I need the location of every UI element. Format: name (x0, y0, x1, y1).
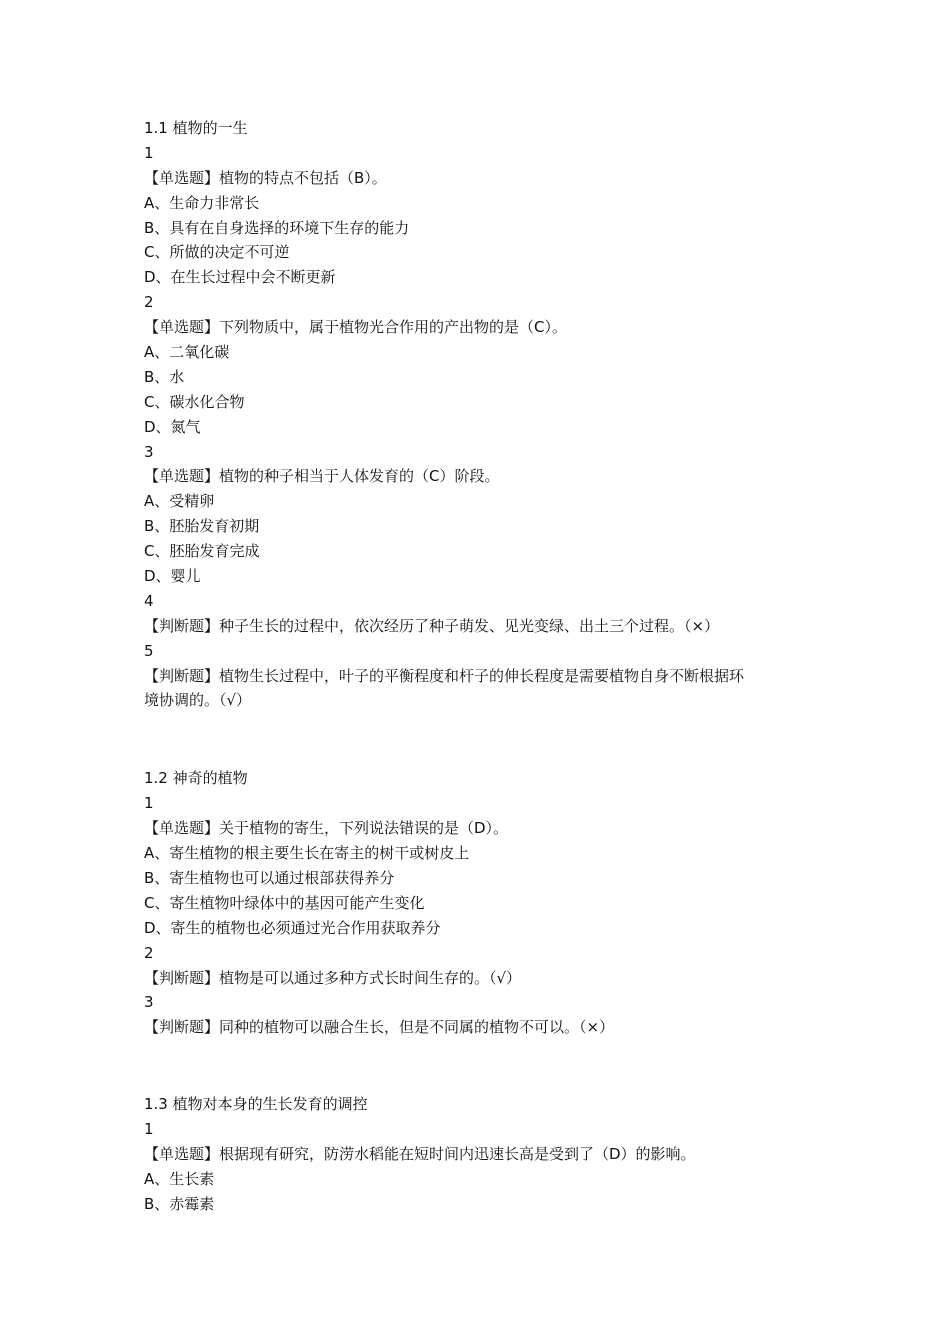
answer-option: A、二氧化碳 (144, 343, 230, 362)
question-number: 2 (144, 943, 154, 962)
document-body (144, 116, 824, 1217)
answer-option: C、寄生植物叶绿体中的基因可能产生变化 (144, 893, 425, 912)
answer-option: A、寄生植物的根主要生长在寄主的树干或树皮上 (144, 844, 470, 863)
question-number: 1 (144, 794, 154, 813)
answer-option: D、在生长过程中会不断更新 (144, 268, 336, 287)
answer-option: B、具有在自身选择的环境下生存的能力 (144, 218, 410, 237)
answer-option: D、氮气 (144, 417, 201, 436)
answer-option: B、寄生植物也可以通过根部获得养分 (144, 868, 395, 887)
section-title: 1.3 植物对本身的生长发育的调控 (144, 1095, 368, 1114)
question-number: 2 (144, 293, 154, 312)
question-number: 4 (144, 591, 154, 610)
question-text: 【单选题】植物的种子相当于人体发育的（C）阶段。 (144, 467, 500, 486)
answer-option: C、碳水化合物 (144, 392, 245, 411)
question-text: 【单选题】植物的特点不包括（B）。 (144, 168, 387, 187)
section-title: 1.1 植物的一生 (144, 119, 248, 137)
question-number: 3 (144, 993, 154, 1012)
section-1-2 (144, 766, 824, 1040)
question-number: 5 (144, 641, 154, 660)
answer-option: C、所做的决定不可逆 (144, 243, 290, 262)
answer-option: A、生长素 (144, 1169, 215, 1188)
answer-option: C、胚胎发育完成 (144, 542, 260, 561)
question-text: 【判断题】植物是可以通过多种方式长时间生存的。（√） (144, 968, 522, 987)
question-number: 1 (144, 143, 154, 162)
answer-option: B、赤霉素 (144, 1194, 215, 1213)
answer-option: A、受精卵 (144, 492, 215, 511)
answer-option: A、生命力非常长 (144, 193, 260, 212)
question-text-continued: 境协调的。（√） (144, 691, 252, 710)
section-1-1 (144, 116, 824, 713)
question-text: 【单选题】下列物质中，属于植物光合作用的产出物的是（C）。 (144, 318, 567, 337)
answer-option: D、寄生的植物也必须通过光合作用获取养分 (144, 918, 441, 937)
question-text: 【单选题】根据现有研究，防涝水稻能在短时间内迅速长高是受到了（D）的影响。 (144, 1144, 696, 1163)
question-number: 3 (144, 442, 154, 461)
section-title: 1.2 神奇的植物 (144, 769, 248, 788)
answer-option: B、水 (144, 367, 185, 386)
section-1-3 (144, 1092, 824, 1216)
question-text: 【判断题】种子生长的过程中，依次经历了种子萌发、见光变绿、出土三个过程。（×） (144, 616, 720, 635)
question-text: 【判断题】同种的植物可以融合生长，但是不同属的植物不可以。（×） (144, 1018, 615, 1037)
question-number: 1 (144, 1120, 154, 1139)
answer-option: D、婴儿 (144, 567, 201, 586)
question-text: 【判断题】植物生长过程中，叶子的平衡程度和杆子的伸长程度是需要植物自身不断根据环 (144, 666, 745, 685)
question-text: 【单选题】关于植物的寄生，下列说法错误的是（D）。 (144, 819, 509, 838)
answer-option: B、胚胎发育初期 (144, 517, 260, 536)
